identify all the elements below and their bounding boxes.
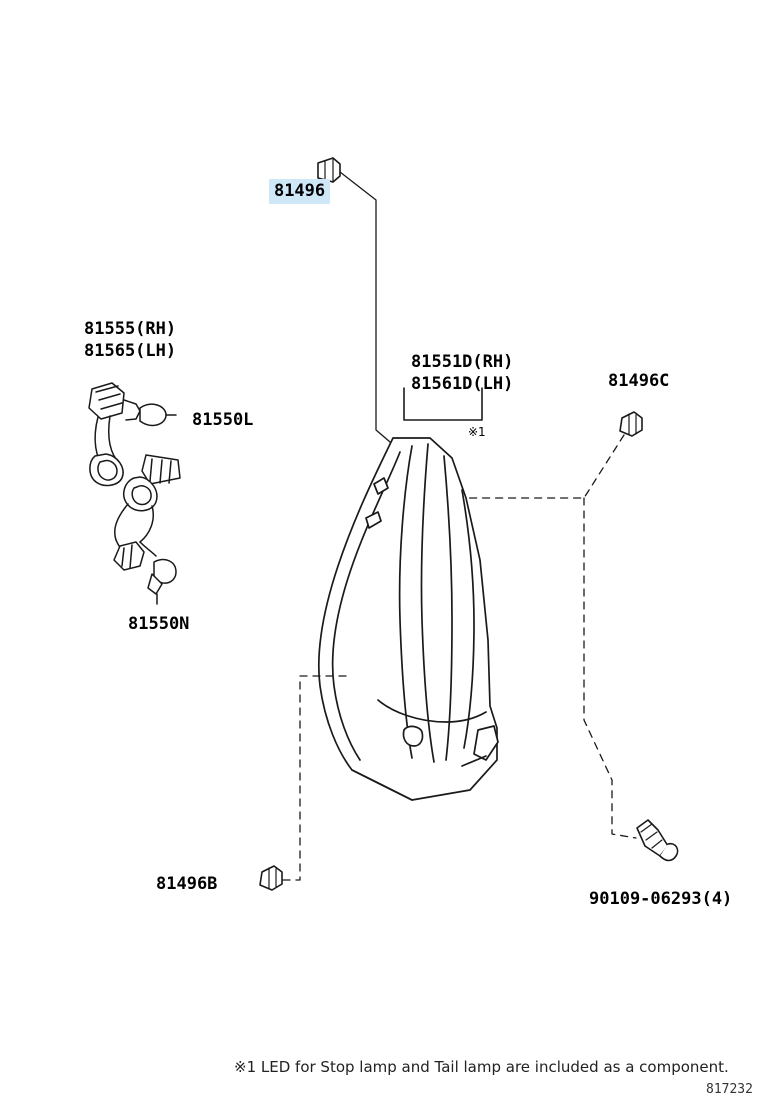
part-label-81550l[interactable]: 81550L (192, 410, 254, 430)
tail-lamp-body (319, 438, 498, 800)
part-label-81496b[interactable]: 81496B (156, 874, 218, 894)
part-label-81496c[interactable]: 81496C (608, 371, 670, 391)
screw-90109-icon (637, 820, 678, 861)
part-label-81551d-rh[interactable]: 81551D(RH) (411, 352, 514, 372)
clip-81496c-icon (620, 412, 642, 436)
part-label-81550n[interactable]: 81550N (128, 614, 190, 634)
part-label-81565-lh[interactable]: 81565(LH) (84, 341, 177, 361)
part-label-90109-06293[interactable]: 90109-06293(4) (589, 889, 733, 909)
clip-81496b-icon (260, 866, 282, 890)
diagram-code: 817232 (706, 1082, 753, 1097)
part-label-81555-rh[interactable]: 81555(RH) (84, 319, 177, 339)
footnote-marker-icon: ※1 (468, 425, 486, 439)
part-label-81561d-lh[interactable]: 81561D(LH) (411, 374, 514, 394)
wire-harness-assembly (89, 383, 180, 604)
footnote-text: ※1 LED for Stop lamp and Tail lamp are included as a component. (234, 1058, 729, 1076)
part-label-81496[interactable]: 81496 (228, 158, 330, 224)
